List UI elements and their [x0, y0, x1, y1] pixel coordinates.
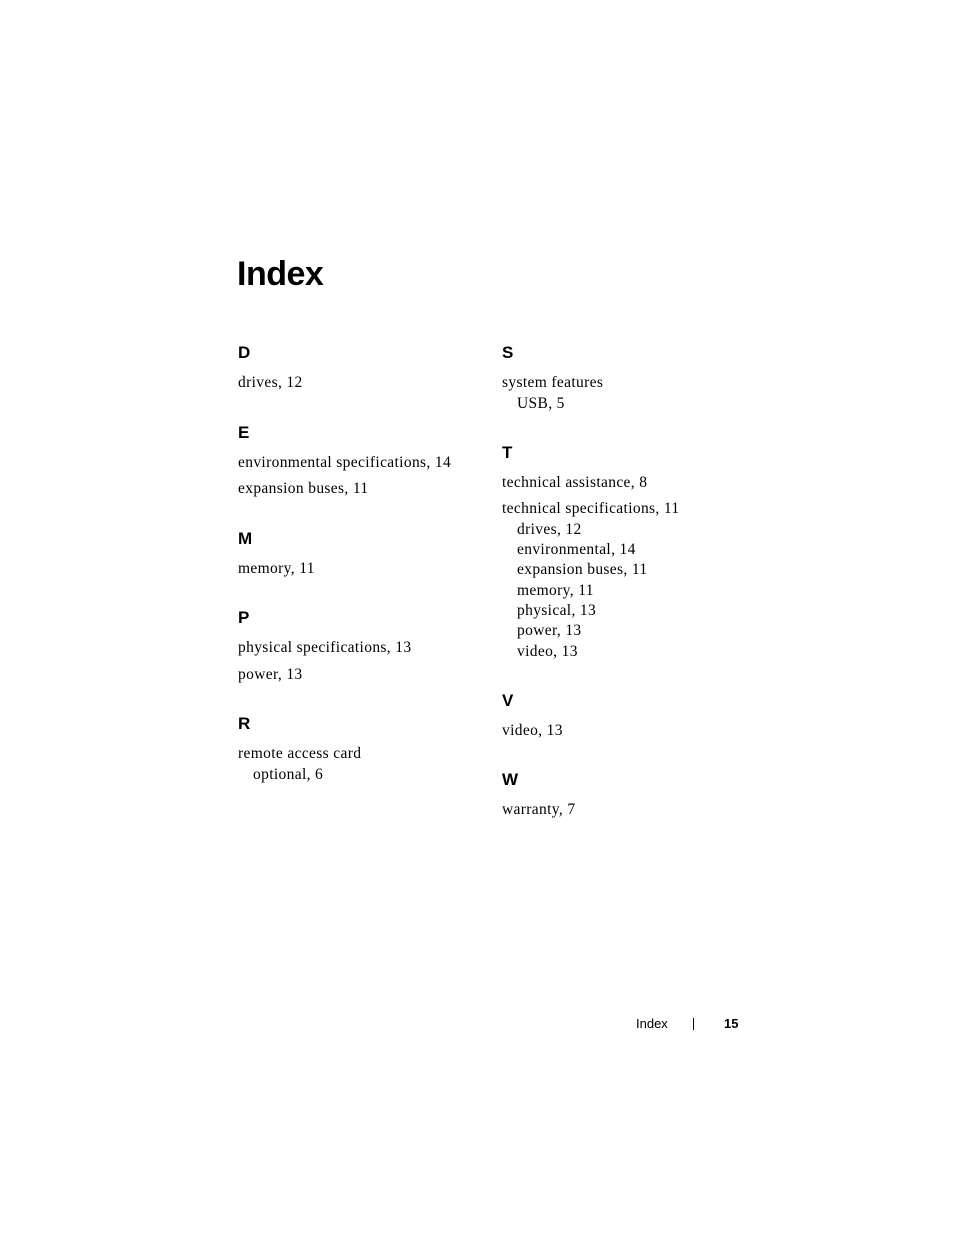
- index-entry-text: drives, 12: [238, 374, 303, 391]
- index-group-m: [238, 529, 488, 580]
- index-letter-heading: R: [238, 714, 251, 733]
- index-letter-heading: W: [502, 770, 519, 790]
- page-number: 15: [724, 1016, 739, 1031]
- index-entry: [238, 479, 488, 500]
- index-subentry: optional, 6: [253, 765, 324, 783]
- index-entry-text: physical specifications, 13: [238, 639, 412, 656]
- footer-section-label: Index: [636, 1016, 668, 1031]
- index-group-w: [502, 770, 762, 821]
- index-group-d: [238, 343, 488, 394]
- index-group-p: [238, 608, 488, 685]
- index-entry-text: warranty, 7: [502, 801, 576, 819]
- index-entry-text: technical assistance, 8: [502, 473, 648, 491]
- index-column-left: [238, 343, 488, 814]
- index-group-t: [502, 443, 762, 662]
- index-entry: [502, 499, 762, 662]
- index-entry: [502, 721, 762, 742]
- index-entry: [502, 800, 762, 821]
- page-footer: [600, 1014, 740, 1034]
- index-letter-heading: T: [502, 442, 513, 462]
- index-column-right: [502, 343, 762, 850]
- index-entry-text: video, 13: [502, 721, 563, 739]
- index-entry: [238, 638, 488, 659]
- index-entry-text: remote access card: [238, 745, 362, 762]
- index-subentry: expansion buses, 11: [517, 561, 648, 579]
- index-subentry: memory, 11: [517, 581, 594, 599]
- index-subentry: physical, 13: [517, 601, 597, 619]
- index-subentry: video, 13: [517, 642, 578, 660]
- index-entry-text: power, 13: [238, 665, 303, 683]
- index-entry: [238, 559, 488, 580]
- index-entry: [238, 373, 488, 394]
- index-entry: [238, 665, 488, 686]
- index-group-e: [238, 423, 488, 500]
- index-subentry: environmental, 14: [517, 541, 636, 559]
- index-group-r: [238, 714, 488, 785]
- index-entry-text: environmental specifications, 14: [238, 453, 452, 471]
- index-group-s: [502, 343, 762, 414]
- index-subentry: power, 13: [517, 622, 582, 640]
- index-entry: [238, 744, 488, 785]
- index-entry-text: memory, 11: [238, 559, 315, 577]
- index-group-v: [502, 691, 762, 742]
- index-entry: [502, 373, 762, 414]
- index-entry-text: expansion buses, 11: [238, 480, 369, 497]
- index-letter-heading: V: [502, 690, 514, 710]
- index-subentry: USB, 5: [517, 394, 565, 412]
- index-letter-heading: E: [238, 422, 250, 442]
- index-entry: [238, 453, 488, 474]
- index-letter-heading: P: [238, 608, 250, 627]
- index-entry: [502, 473, 762, 494]
- index-subentry: drives, 12: [517, 520, 582, 538]
- footer-separator: [693, 1018, 694, 1030]
- index-entry-text: system features: [502, 374, 604, 391]
- page-title: Index: [237, 255, 324, 293]
- index-letter-heading: D: [238, 343, 251, 362]
- index-entry-text: technical specifications, 11: [502, 500, 680, 518]
- index-letter-heading: M: [238, 528, 253, 548]
- index-letter-heading: S: [502, 343, 514, 362]
